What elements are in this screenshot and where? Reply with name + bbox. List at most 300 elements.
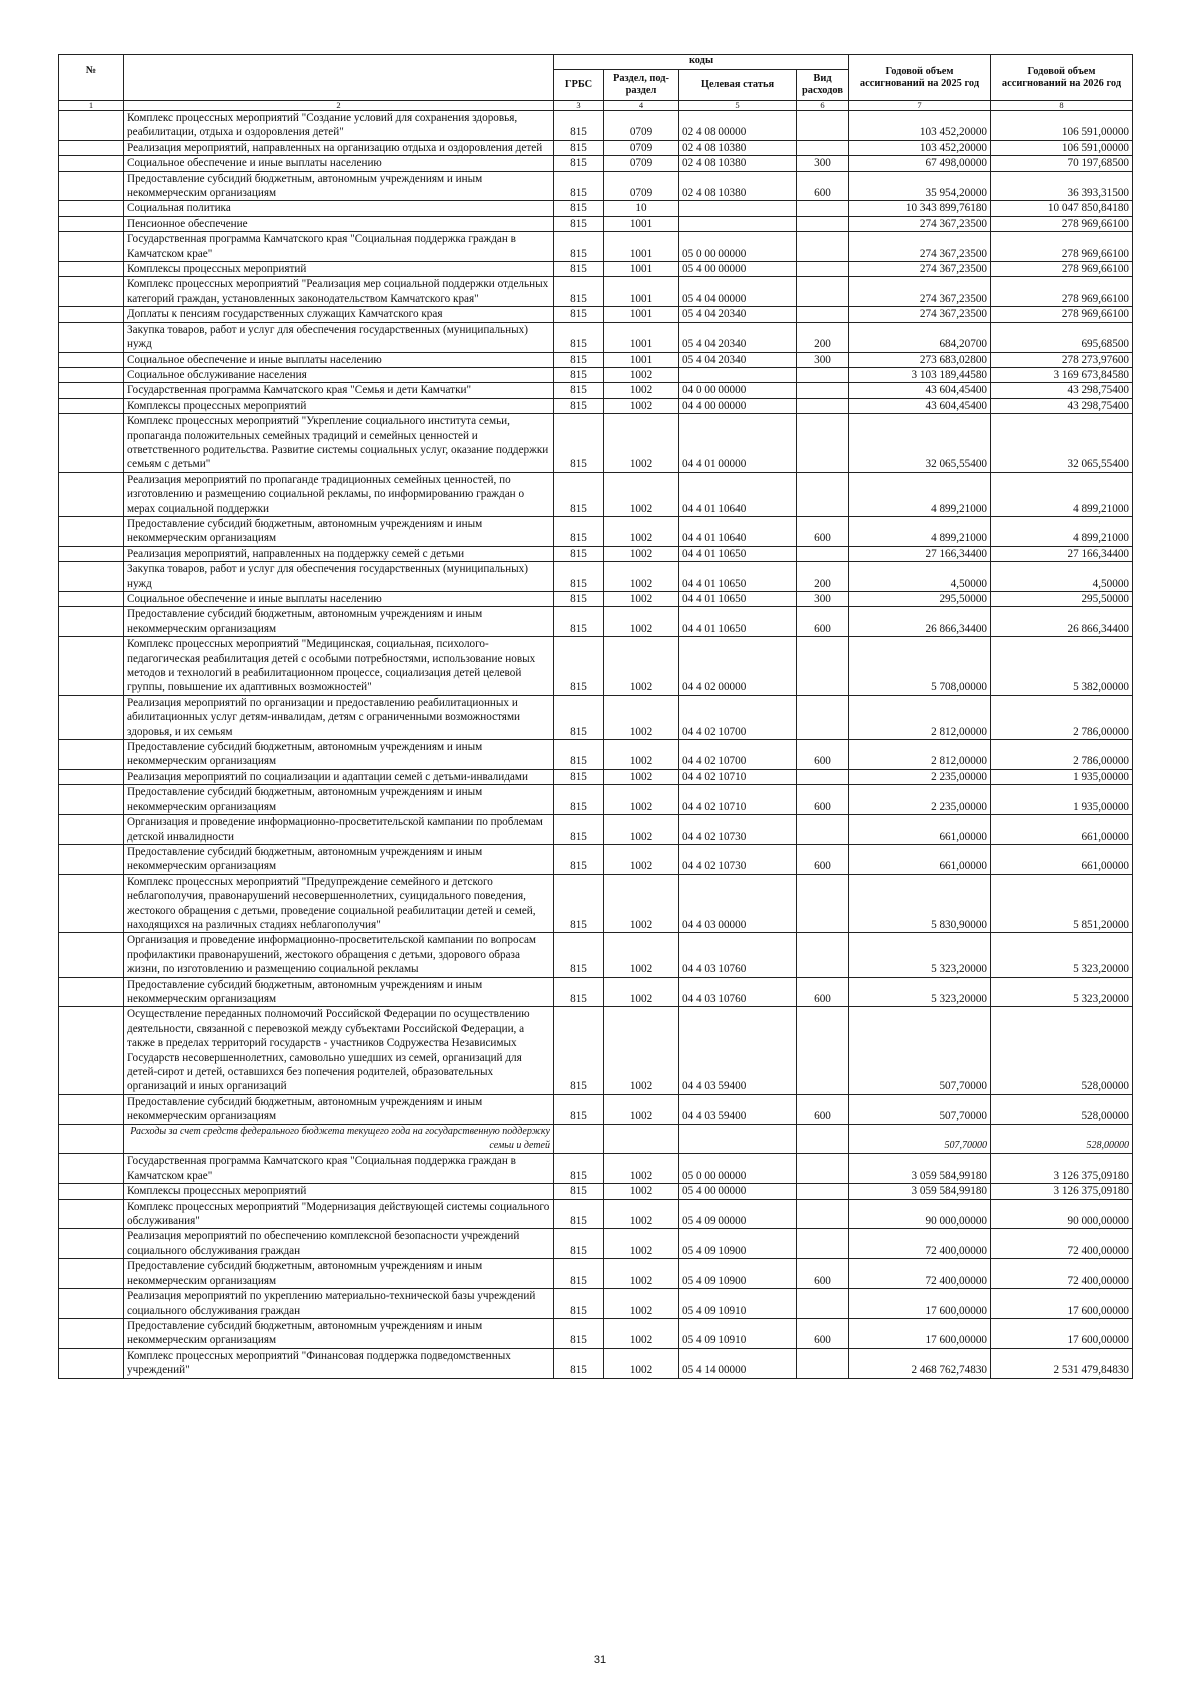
- row-name-cell: Государственная программа Камчатского края "Социальная поддержка граждан в Камчатском крае": [124, 1154, 554, 1184]
- row-number-cell: [59, 1094, 124, 1124]
- row-v2026-cell: 3 126 375,09180: [991, 1154, 1133, 1184]
- table-row: [59, 414, 1133, 473]
- row-target-cell: 04 4 02 10700: [679, 695, 797, 739]
- row-target-cell: [679, 216, 797, 231]
- row-v2025-cell: 3 103 189,44580: [849, 367, 991, 382]
- table-row: [59, 1348, 1133, 1378]
- colnum-4: 4: [604, 101, 679, 111]
- row-v2026-cell: 278 969,66100: [991, 232, 1133, 262]
- row-section-cell: 1002: [604, 1229, 679, 1259]
- budget-table: [58, 54, 1133, 1379]
- row-name-cell: Организация и проведение информационно-просветительской кампании по проблемам детской инвалидности: [124, 815, 554, 845]
- row-name-cell: Реализация мероприятий по укреплению материально-технической базы учреждений социального обслуживания граждан: [124, 1289, 554, 1319]
- row-type-cell: [797, 140, 849, 155]
- row-number-cell: [59, 140, 124, 155]
- row-v2026-cell: 5 323,20000: [991, 977, 1133, 1007]
- row-target-cell: 02 4 08 00000: [679, 111, 797, 141]
- row-section-cell: 1002: [604, 472, 679, 516]
- header-target: Целевая статья: [679, 70, 797, 101]
- row-v2026-cell: 528,00000: [991, 1007, 1133, 1094]
- row-name-cell: Комплекс процессных мероприятий "Финансовая поддержка подведомственных учреждений": [124, 1348, 554, 1378]
- row-v2025-cell: 26 866,34400: [849, 607, 991, 637]
- row-v2025-cell: 17 600,00000: [849, 1289, 991, 1319]
- table-row: [59, 785, 1133, 815]
- table-row: [59, 232, 1133, 262]
- row-grbs-cell: 815: [554, 216, 604, 231]
- row-section-cell: 1002: [604, 1007, 679, 1094]
- row-number-cell: [59, 1259, 124, 1289]
- row-name-cell: Предоставление субсидий бюджетным, автономным учреждениям и иным некоммерческим организациям: [124, 516, 554, 546]
- row-target-cell: 04 4 02 10710: [679, 769, 797, 784]
- row-section-cell: 1002: [604, 607, 679, 637]
- row-grbs-cell: 815: [554, 171, 604, 201]
- row-number-cell: [59, 201, 124, 216]
- row-section-cell: 1002: [604, 367, 679, 382]
- row-type-cell: [797, 111, 849, 141]
- row-type-cell: 600: [797, 1318, 849, 1348]
- row-number-cell: [59, 1289, 124, 1319]
- row-v2025-cell: 103 452,20000: [849, 111, 991, 141]
- row-target-cell: 04 4 03 59400: [679, 1007, 797, 1094]
- row-v2025-cell: 2 812,00000: [849, 740, 991, 770]
- header-expense-type: Вид расходов: [797, 70, 849, 101]
- row-v2025-cell: 2 235,00000: [849, 769, 991, 784]
- row-target-cell: 04 4 02 10710: [679, 785, 797, 815]
- colnum-3: 3: [554, 101, 604, 111]
- colnum-2: 2: [124, 101, 554, 111]
- row-name-cell: Реализация мероприятий по организации и предоставлению реабилитационных и абилитационных услуг детям-инвалидам, детям с ограниченными возможностями здоровья, и их семьям: [124, 695, 554, 739]
- row-type-cell: [797, 232, 849, 262]
- header-vol2026: Годовой объем ассигнований на 2026 год: [991, 55, 1133, 101]
- row-v2026-cell: 2 786,00000: [991, 695, 1133, 739]
- row-target-cell: 05 4 09 10900: [679, 1229, 797, 1259]
- row-name-cell: Социальное обеспечение и иные выплаты населению: [124, 156, 554, 171]
- row-type-cell: [797, 367, 849, 382]
- table-row: [59, 216, 1133, 231]
- row-v2026-cell: 36 393,31500: [991, 171, 1133, 201]
- row-v2026-cell: 5 382,00000: [991, 637, 1133, 696]
- row-v2026-cell: 17 600,00000: [991, 1289, 1133, 1319]
- row-section-cell: 1002: [604, 1199, 679, 1229]
- row-target-cell: 05 4 00 00000: [679, 262, 797, 277]
- row-type-cell: [797, 201, 849, 216]
- row-name-cell: Комплексы процессных мероприятий: [124, 398, 554, 413]
- row-number-cell: [59, 1318, 124, 1348]
- row-name-cell: Социальное обеспечение и иные выплаты населению: [124, 592, 554, 607]
- header-codes: коды: [554, 55, 849, 70]
- row-v2026-cell: 528,00000: [991, 1094, 1133, 1124]
- row-type-cell: [797, 216, 849, 231]
- row-number-cell: [59, 1184, 124, 1199]
- row-v2026-cell: 17 600,00000: [991, 1318, 1133, 1348]
- row-section-cell: 1002: [604, 1259, 679, 1289]
- row-grbs-cell: 815: [554, 262, 604, 277]
- row-section-cell: 1002: [604, 1094, 679, 1124]
- row-type-cell: [797, 933, 849, 977]
- row-v2026-cell: 72 400,00000: [991, 1229, 1133, 1259]
- row-grbs-cell: 815: [554, 592, 604, 607]
- row-section-cell: 1002: [604, 977, 679, 1007]
- header-row-1: [59, 55, 1133, 70]
- row-grbs-cell: 815: [554, 398, 604, 413]
- table-row: [59, 1154, 1133, 1184]
- row-v2026-cell: 27 166,34400: [991, 546, 1133, 561]
- row-target-cell: 04 4 03 10760: [679, 933, 797, 977]
- row-v2025-cell: 72 400,00000: [849, 1259, 991, 1289]
- row-target-cell: 04 4 02 10730: [679, 844, 797, 874]
- row-grbs-cell: 815: [554, 1229, 604, 1259]
- row-grbs-cell: 815: [554, 1289, 604, 1319]
- row-section-cell: 1002: [604, 815, 679, 845]
- row-v2025-cell: 17 600,00000: [849, 1318, 991, 1348]
- row-type-cell: [797, 637, 849, 696]
- row-section-cell: 1001: [604, 352, 679, 367]
- row-v2025-cell: 67 498,00000: [849, 156, 991, 171]
- row-type-cell: [797, 472, 849, 516]
- row-name-cell: Комплекс процессных мероприятий "Создание условий для сохранения здоровья, реабилитации, отдыха и оздоровления детей": [124, 111, 554, 141]
- table-row: [59, 1318, 1133, 1348]
- row-target-cell: 02 4 08 10380: [679, 140, 797, 155]
- row-v2025-cell: 43 604,45400: [849, 398, 991, 413]
- row-section-cell: 0709: [604, 171, 679, 201]
- row-v2025-cell: 274 367,23500: [849, 216, 991, 231]
- row-target-cell: [679, 201, 797, 216]
- row-number-cell: [59, 740, 124, 770]
- row-target-cell: 05 0 00 00000: [679, 232, 797, 262]
- row-v2025-cell: 90 000,00000: [849, 1199, 991, 1229]
- colnum-5: 5: [679, 101, 797, 111]
- row-name-cell: Предоставление субсидий бюджетным, автономным учреждениям и иным некоммерческим организациям: [124, 1094, 554, 1124]
- row-grbs-cell: 815: [554, 352, 604, 367]
- row-name-cell: Организация и проведение информационно-просветительской кампании по вопросам профилактики правонарушений, жестокого обращения с детьми, здорового образа жизни, по изготовлению и размещению социальной рекламы: [124, 933, 554, 977]
- row-name-cell: Комплекс процессных мероприятий "Реализация мер социальной поддержки отдельных категорий граждан, установленных законодательством Камчатского края": [124, 277, 554, 307]
- row-grbs-cell: 815: [554, 695, 604, 739]
- row-v2026-cell: 3 126 375,09180: [991, 1184, 1133, 1199]
- row-section-cell: 1001: [604, 307, 679, 322]
- row-target-cell: 05 4 00 00000: [679, 1184, 797, 1199]
- table-row: [59, 1124, 1133, 1154]
- row-section-cell: 1002: [604, 695, 679, 739]
- row-name-cell: Государственная программа Камчатского края "Семья и дети Камчатки": [124, 383, 554, 398]
- row-number-cell: [59, 262, 124, 277]
- row-name-cell: Осуществление переданных полномочий Российской Федерации по осуществлению деятельности, связанной с перевозкой между субъектами Российской Федерации, а также в пределах территорий государств - участников Содружества Независимых Государств несовершеннолетних, самовольно ушедших из семей, организаций для детей-сирот и детей, оставшихся без попечения родителей, образовательных организаций и иных организаций: [124, 1007, 554, 1094]
- row-number-cell: [59, 607, 124, 637]
- row-v2026-cell: 528,00000: [991, 1124, 1133, 1154]
- row-v2025-cell: 5 323,20000: [849, 933, 991, 977]
- row-grbs-cell: 815: [554, 201, 604, 216]
- row-v2026-cell: 278 969,66100: [991, 262, 1133, 277]
- row-grbs-cell: 815: [554, 414, 604, 473]
- row-grbs-cell: 815: [554, 933, 604, 977]
- colnum-8: 8: [991, 101, 1133, 111]
- header-section: Раздел, под-раздел: [604, 70, 679, 101]
- table-row: [59, 815, 1133, 845]
- row-type-cell: 300: [797, 156, 849, 171]
- row-v2025-cell: 3 059 584,99180: [849, 1184, 991, 1199]
- row-number-cell: [59, 307, 124, 322]
- row-type-cell: [797, 1154, 849, 1184]
- row-name-cell: Реализация мероприятий по обеспечению комплексной безопасности учреждений социального обслуживания граждан: [124, 1229, 554, 1259]
- row-target-cell: 04 4 01 10650: [679, 562, 797, 592]
- row-type-cell: 200: [797, 562, 849, 592]
- row-section-cell: 1002: [604, 1318, 679, 1348]
- row-grbs-cell: 815: [554, 1199, 604, 1229]
- row-name-cell: Расходы за счет средств федерального бюджета текущего года на государственную поддержку семьи и детей: [124, 1124, 554, 1154]
- row-v2025-cell: 5 323,20000: [849, 977, 991, 1007]
- colnum-7: 7: [849, 101, 991, 111]
- row-target-cell: 05 4 09 10910: [679, 1289, 797, 1319]
- page-number: 31: [593, 1654, 607, 1666]
- table-row: [59, 592, 1133, 607]
- row-section-cell: 1002: [604, 637, 679, 696]
- row-name-cell: Предоставление субсидий бюджетным, автономным учреждениям и иным некоммерческим организациям: [124, 1259, 554, 1289]
- row-grbs-cell: 815: [554, 1348, 604, 1378]
- row-type-cell: [797, 398, 849, 413]
- row-v2026-cell: 5 323,20000: [991, 933, 1133, 977]
- row-type-cell: [797, 1124, 849, 1154]
- row-grbs-cell: 815: [554, 1318, 604, 1348]
- row-v2025-cell: 2 468 762,74830: [849, 1348, 991, 1378]
- row-grbs-cell: 815: [554, 562, 604, 592]
- row-v2025-cell: 684,20700: [849, 322, 991, 352]
- row-v2026-cell: 661,00000: [991, 815, 1133, 845]
- row-v2025-cell: 507,70000: [849, 1094, 991, 1124]
- table-row: [59, 546, 1133, 561]
- row-v2026-cell: 3 169 673,84580: [991, 367, 1133, 382]
- row-target-cell: 02 4 08 10380: [679, 156, 797, 171]
- table-row: [59, 1199, 1133, 1229]
- row-type-cell: [797, 383, 849, 398]
- row-name-cell: Реализация мероприятий по пропаганде традиционных семейных ценностей, по изготовлению и размещению социальной рекламы, по информированию граждан о мерах социальной поддержки: [124, 472, 554, 516]
- row-grbs-cell: 815: [554, 140, 604, 155]
- row-target-cell: [679, 1124, 797, 1154]
- row-v2026-cell: 661,00000: [991, 844, 1133, 874]
- row-type-cell: [797, 414, 849, 473]
- row-v2025-cell: 103 452,20000: [849, 140, 991, 155]
- row-section-cell: 1002: [604, 398, 679, 413]
- row-v2026-cell: 1 935,00000: [991, 785, 1133, 815]
- table-row: [59, 1007, 1133, 1094]
- row-name-cell: Комплекс процессных мероприятий "Предупреждение семейного и детского неблагополучия, правонарушений несовершеннолетних, суицидального поведения, жестокого обращения с детьми, проведение социальной реабилитации детей и семей, находящихся на различных стадиях неблагополучия": [124, 874, 554, 933]
- table-row: [59, 933, 1133, 977]
- row-target-cell: 05 4 09 10900: [679, 1259, 797, 1289]
- table-row: [59, 1259, 1133, 1289]
- row-grbs-cell: 815: [554, 1184, 604, 1199]
- row-type-cell: 600: [797, 516, 849, 546]
- row-name-cell: Предоставление субсидий бюджетным, автономным учреждениям и иным некоммерческим организациям: [124, 1318, 554, 1348]
- row-number-cell: [59, 277, 124, 307]
- row-v2025-cell: 295,50000: [849, 592, 991, 607]
- table-row: [59, 307, 1133, 322]
- row-number-cell: [59, 546, 124, 561]
- row-v2025-cell: 3 059 584,99180: [849, 1154, 991, 1184]
- row-number-cell: [59, 367, 124, 382]
- row-v2025-cell: 4,50000: [849, 562, 991, 592]
- row-grbs-cell: 815: [554, 1259, 604, 1289]
- row-section-cell: 1002: [604, 546, 679, 561]
- row-v2026-cell: 695,68500: [991, 322, 1133, 352]
- row-target-cell: 04 4 02 10730: [679, 815, 797, 845]
- row-v2025-cell: 274 367,23500: [849, 277, 991, 307]
- row-v2025-cell: 274 367,23500: [849, 232, 991, 262]
- row-target-cell: [679, 367, 797, 382]
- row-type-cell: 600: [797, 977, 849, 1007]
- header-num: №: [59, 55, 124, 101]
- row-type-cell: [797, 307, 849, 322]
- row-name-cell: Доплаты к пенсиям государственных служащих Камчатского края: [124, 307, 554, 322]
- row-v2026-cell: 278 273,97600: [991, 352, 1133, 367]
- row-v2026-cell: 70 197,68500: [991, 156, 1133, 171]
- row-grbs-cell: 815: [554, 607, 604, 637]
- row-number-cell: [59, 414, 124, 473]
- table-row: [59, 562, 1133, 592]
- row-v2025-cell: 661,00000: [849, 844, 991, 874]
- row-v2026-cell: 295,50000: [991, 592, 1133, 607]
- table-row: [59, 769, 1133, 784]
- row-grbs-cell: 815: [554, 815, 604, 845]
- row-grbs-cell: 815: [554, 977, 604, 1007]
- row-section-cell: 1001: [604, 232, 679, 262]
- row-target-cell: 04 4 03 59400: [679, 1094, 797, 1124]
- row-grbs-cell: 815: [554, 844, 604, 874]
- row-target-cell: 05 4 04 20340: [679, 322, 797, 352]
- row-v2026-cell: 4 899,21000: [991, 516, 1133, 546]
- row-grbs-cell: 815: [554, 740, 604, 770]
- row-grbs-cell: 815: [554, 1007, 604, 1094]
- row-target-cell: 04 4 01 10640: [679, 516, 797, 546]
- row-number-cell: [59, 844, 124, 874]
- row-section-cell: 1001: [604, 277, 679, 307]
- row-grbs-cell: 815: [554, 156, 604, 171]
- row-section-cell: 1002: [604, 933, 679, 977]
- row-number-cell: [59, 516, 124, 546]
- row-v2026-cell: 1 935,00000: [991, 769, 1133, 784]
- row-grbs-cell: [554, 1124, 604, 1154]
- row-v2025-cell: 2 235,00000: [849, 785, 991, 815]
- row-number-cell: [59, 933, 124, 977]
- table-row: [59, 322, 1133, 352]
- row-number-cell: [59, 398, 124, 413]
- row-name-cell: Закупка товаров, работ и услуг для обеспечения государственных (муниципальных) нужд: [124, 322, 554, 352]
- row-name-cell: Комплекс процессных мероприятий "Медицинская, социальная, психолого-педагогическая реабилитация детей с особыми потребностями, использование новых методов и технологий в реабилитационном процессе, социализация детей целевой группы, повышение их адаптивных возможностей": [124, 637, 554, 696]
- table-row: [59, 277, 1133, 307]
- row-v2025-cell: 5 830,90000: [849, 874, 991, 933]
- row-name-cell: Пенсионное обеспечение: [124, 216, 554, 231]
- row-type-cell: 200: [797, 322, 849, 352]
- row-number-cell: [59, 1229, 124, 1259]
- row-target-cell: 04 4 01 10650: [679, 546, 797, 561]
- row-grbs-cell: 815: [554, 383, 604, 398]
- row-section-cell: 0709: [604, 111, 679, 141]
- row-type-cell: [797, 1229, 849, 1259]
- row-section-cell: 1002: [604, 874, 679, 933]
- row-name-cell: Реализация мероприятий, направленных на организацию отдыха и оздоровления детей: [124, 140, 554, 155]
- row-target-cell: 04 4 00 00000: [679, 398, 797, 413]
- row-v2025-cell: 273 683,02800: [849, 352, 991, 367]
- row-target-cell: 04 0 00 00000: [679, 383, 797, 398]
- row-number-cell: [59, 232, 124, 262]
- row-number-cell: [59, 1348, 124, 1378]
- row-section-cell: 1002: [604, 383, 679, 398]
- row-v2026-cell: 278 969,66100: [991, 277, 1133, 307]
- row-v2025-cell: 5 708,00000: [849, 637, 991, 696]
- row-number-cell: [59, 352, 124, 367]
- row-section-cell: 1001: [604, 322, 679, 352]
- table-row: [59, 695, 1133, 739]
- row-type-cell: 600: [797, 1094, 849, 1124]
- row-section-cell: [604, 1124, 679, 1154]
- row-v2026-cell: 90 000,00000: [991, 1199, 1133, 1229]
- row-v2025-cell: 274 367,23500: [849, 307, 991, 322]
- row-number-cell: [59, 1124, 124, 1154]
- table-row: [59, 171, 1133, 201]
- budget-sheet: [58, 54, 1132, 1379]
- table-row: [59, 156, 1133, 171]
- row-number-cell: [59, 977, 124, 1007]
- row-v2026-cell: 2 786,00000: [991, 740, 1133, 770]
- row-number-cell: [59, 769, 124, 784]
- row-v2026-cell: 72 400,00000: [991, 1259, 1133, 1289]
- header-vol2025: Годовой объем ассигнований на 2025 год: [849, 55, 991, 101]
- table-row: [59, 140, 1133, 155]
- row-v2025-cell: 35 954,20000: [849, 171, 991, 201]
- row-v2025-cell: 507,70000: [849, 1124, 991, 1154]
- row-type-cell: [797, 695, 849, 739]
- row-number-cell: [59, 322, 124, 352]
- row-target-cell: 04 4 02 00000: [679, 637, 797, 696]
- table-row: [59, 977, 1133, 1007]
- row-name-cell: Предоставление субсидий бюджетным, автономным учреждениям и иным некоммерческим организациям: [124, 740, 554, 770]
- row-v2026-cell: 4,50000: [991, 562, 1133, 592]
- row-grbs-cell: 815: [554, 516, 604, 546]
- row-name-cell: Государственная программа Камчатского края "Социальная поддержка граждан в Камчатском крае": [124, 232, 554, 262]
- row-section-cell: 1002: [604, 562, 679, 592]
- row-v2026-cell: 5 851,20000: [991, 874, 1133, 933]
- row-grbs-cell: 815: [554, 472, 604, 516]
- row-section-cell: 1002: [604, 740, 679, 770]
- row-section-cell: 1002: [604, 1289, 679, 1319]
- table-row: [59, 607, 1133, 637]
- row-name-cell: Комплекс процессных мероприятий "Укрепление социального института семьи, пропаганда положительных семейных традиций и семейных ценностей и ответственного родительства. Развитие системы социальных услуг, оказание поддержки семьям с детьми": [124, 414, 554, 473]
- row-section-cell: 10: [604, 201, 679, 216]
- row-name-cell: Предоставление субсидий бюджетным, автономным учреждениям и иным некоммерческим организациям: [124, 844, 554, 874]
- row-number-cell: [59, 216, 124, 231]
- row-grbs-cell: 815: [554, 111, 604, 141]
- row-type-cell: 600: [797, 785, 849, 815]
- row-type-cell: [797, 815, 849, 845]
- budget-rows: [59, 111, 1133, 1379]
- table-row: [59, 874, 1133, 933]
- row-section-cell: 0709: [604, 140, 679, 155]
- row-type-cell: [797, 1199, 849, 1229]
- row-grbs-cell: 815: [554, 874, 604, 933]
- row-name-cell: Предоставление субсидий бюджетным, автономным учреждениям и иным некоммерческим организациям: [124, 607, 554, 637]
- row-number-cell: [59, 695, 124, 739]
- row-name-cell: Закупка товаров, работ и услуг для обеспечения государственных (муниципальных) нужд: [124, 562, 554, 592]
- table-row: [59, 637, 1133, 696]
- row-number-cell: [59, 156, 124, 171]
- table-row: [59, 472, 1133, 516]
- row-target-cell: 04 4 01 10640: [679, 472, 797, 516]
- row-number-cell: [59, 1007, 124, 1094]
- table-row: [59, 367, 1133, 382]
- row-v2026-cell: 43 298,75400: [991, 398, 1133, 413]
- row-target-cell: 04 4 02 10700: [679, 740, 797, 770]
- row-section-cell: 1002: [604, 769, 679, 784]
- row-grbs-cell: 815: [554, 546, 604, 561]
- row-v2026-cell: 278 969,66100: [991, 307, 1133, 322]
- row-v2025-cell: 72 400,00000: [849, 1229, 991, 1259]
